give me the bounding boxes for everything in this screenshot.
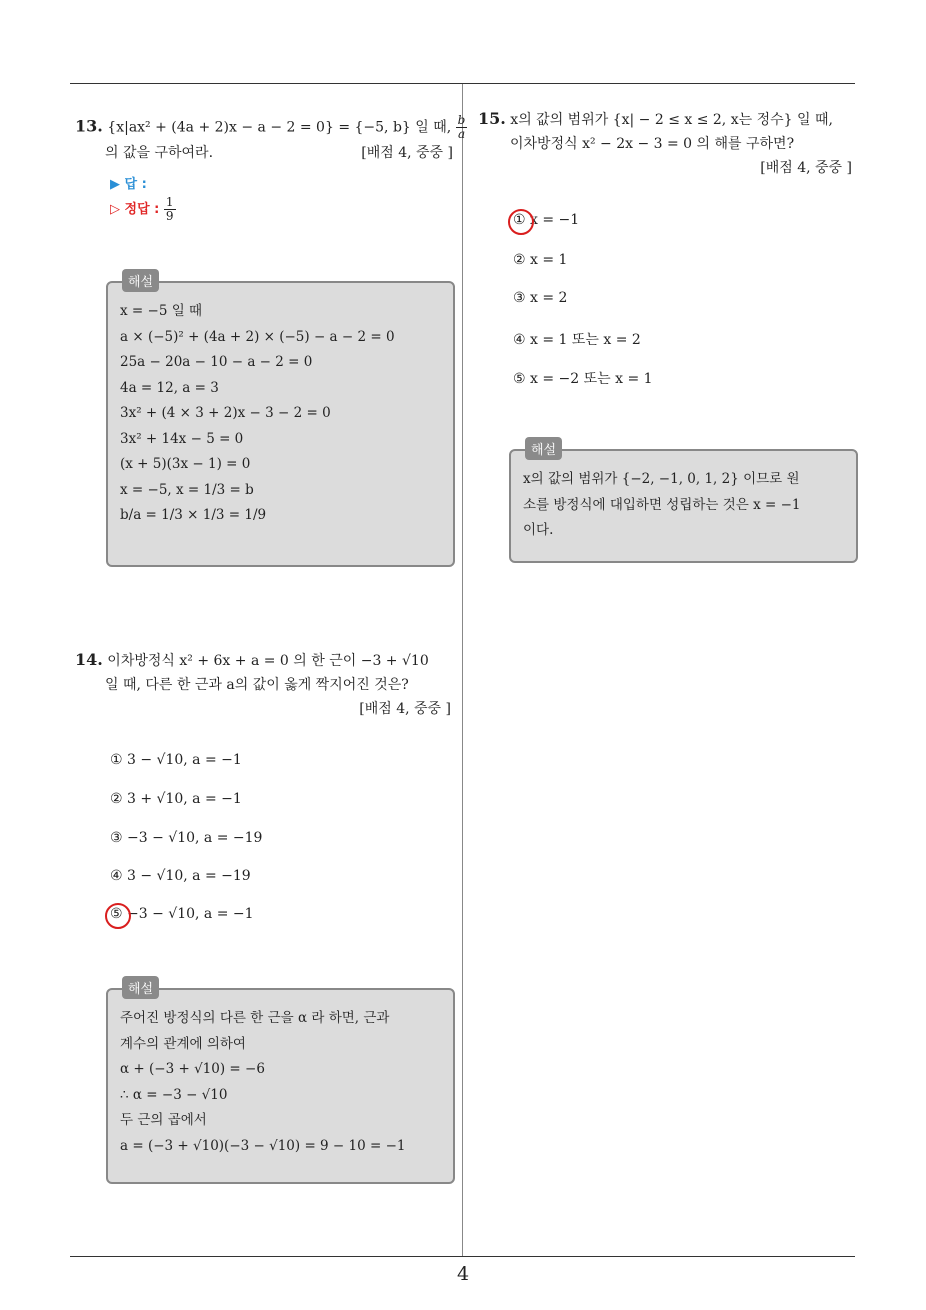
page-number: 4 xyxy=(456,1263,470,1285)
question-number: 14. xyxy=(75,650,103,669)
question-number: 13. xyxy=(75,116,103,136)
selected-answer-circle xyxy=(508,209,534,235)
solution-line: 3x² + (4 × 3 + 2)x − 3 − 2 = 0 xyxy=(120,405,331,421)
question-number: 15. xyxy=(478,109,506,128)
choice-1[interactable]: ① x = −1 xyxy=(513,212,580,228)
choice-3[interactable]: ③ x = 2 xyxy=(513,290,568,306)
choice-5[interactable]: ⑤ −3 − √10, a = −1 xyxy=(110,906,254,922)
column-divider xyxy=(462,84,463,1257)
choice-5[interactable]: ⑤ x = −2 또는 x = 1 xyxy=(513,371,653,387)
question-text-line2: 일 때, 다른 한 근과 a의 값이 옳게 짝지어진 것은? xyxy=(105,677,409,693)
correct-answer-label: ▷ 정답 : $\frac{1}{9}$ xyxy=(110,195,174,223)
solution-tag: 해설 xyxy=(525,437,562,460)
solution-line: a = (−3 + √10)(−3 − √10) = 9 − 10 = −1 xyxy=(120,1137,406,1154)
question-text-line1: {x|ax² + (4a + 2)x − a − 2 = 0} = {−5, b} 일 때, xyxy=(107,119,452,136)
question-15 xyxy=(478,107,856,180)
solution-box-13 xyxy=(106,275,455,567)
solution-tag: 해설 xyxy=(122,976,159,999)
bottom-rule xyxy=(70,1256,855,1257)
choice-1[interactable]: ① 3 − √10, a = −1 xyxy=(110,752,242,768)
score-meta: [배점 4, 중중 ] xyxy=(359,701,451,717)
solution-line: 3x² + 14x − 5 = 0 xyxy=(120,430,244,447)
fraction-b-over-a: $\frac{b}{a}$ xyxy=(457,113,466,141)
solution-line: 주어진 방정식의 다른 한 근을 α 라 하면, 근과 xyxy=(120,1010,390,1026)
solution-line: 계수의 관계에 의하여 xyxy=(120,1035,246,1052)
question-14 xyxy=(75,648,457,721)
solution-line: x = −5, x = 1/3 = b xyxy=(120,481,254,498)
solution-line: b/a = 1/3 × 1/3 = 1/9 xyxy=(120,507,267,523)
solution-line: 이다. xyxy=(523,522,554,538)
question-text-line2: 의 값을 구하여라. xyxy=(105,145,214,161)
solution-line: x = −5 일 때 xyxy=(120,303,203,319)
correct-answer-value: $\frac{1}{9}$ xyxy=(165,195,174,223)
solution-tag: 해설 xyxy=(122,269,159,292)
score-meta: [배점 4, 중중 ] xyxy=(361,145,453,161)
choice-2[interactable]: ② 3 + √10, a = −1 xyxy=(110,791,242,807)
solution-box-15 xyxy=(509,443,858,563)
choice-2[interactable]: ② x = 1 xyxy=(513,252,568,268)
solution-line: ∴ α = −3 − √10 xyxy=(120,1086,228,1103)
question-text-line1: 이차방정식 x² + 6x + a = 0 의 한 근이 −3 + √10 xyxy=(107,653,429,669)
solution-box-14 xyxy=(106,982,455,1184)
solution-line: 두 근의 곱에서 xyxy=(120,1112,207,1128)
solution-line: x의 값의 범위가 {−2, −1, 0, 1, 2} 이므로 원 xyxy=(523,471,800,487)
question-text-line2: 이차방정식 x² − 2x − 3 = 0 의 해를 구하면? xyxy=(510,136,795,152)
choice-4[interactable]: ④ x = 1 또는 x = 2 xyxy=(513,332,641,348)
question-text-line1: x의 값의 범위가 {x| − 2 ≤ x ≤ 2, x는 정수} 일 때, xyxy=(510,112,833,128)
choice-4[interactable]: ④ 3 − √10, a = −19 xyxy=(110,868,251,884)
solution-line: 4a = 12, a = 3 xyxy=(120,379,219,396)
choice-3[interactable]: ③ −3 − √10, a = −19 xyxy=(110,830,263,846)
solution-line: (x + 5)(3x − 1) = 0 xyxy=(120,456,251,472)
score-meta: [배점 4, 중중 ] xyxy=(760,160,852,176)
solution-line: α + (−3 + √10) = −6 xyxy=(120,1061,265,1077)
question-13 xyxy=(75,113,466,165)
solution-line: 25a − 20a − 10 − a − 2 = 0 xyxy=(120,354,313,370)
solution-line: a × (−5)² + (4a + 2) × (−5) − a − 2 = 0 xyxy=(120,328,395,345)
solution-line: 소를 방정식에 대입하면 성립하는 것은 x = −1 xyxy=(523,496,801,513)
answer-label: ▶ 답 : xyxy=(110,177,147,192)
selected-answer-circle xyxy=(105,903,131,929)
